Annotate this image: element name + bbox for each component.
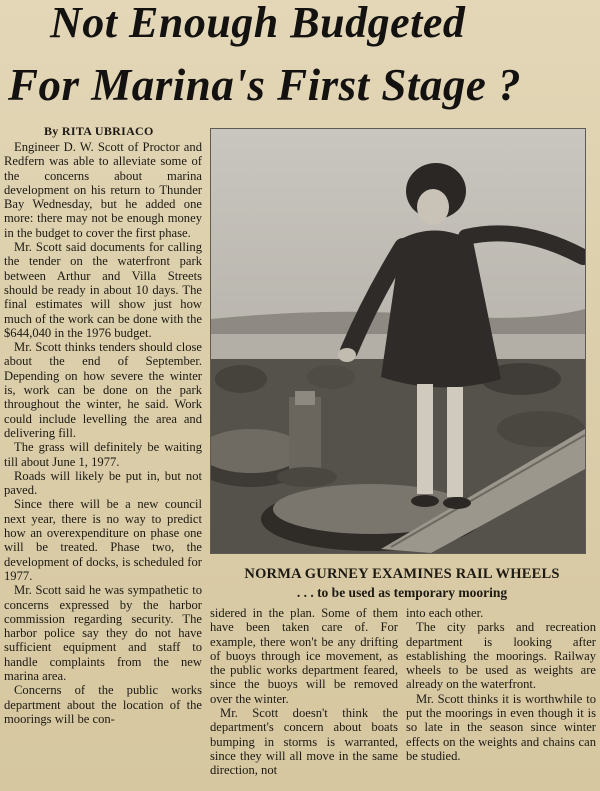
- paragraph: Mr. Scott said he was sympathetic to concerns expressed by the harbor commission regarding security. The harbor police say they do not have sufficient equipment and staff to handle complaints from the new marina area.: [4, 583, 202, 683]
- byline: By RITA UBRIACO: [44, 124, 154, 138]
- paragraph: Mr. Scott doesn't think the department's concern about boats bumping in storms is warranted, since they will all move in the same direction, not: [210, 706, 398, 778]
- headline-line-2: For Marina's First Stage ?: [8, 60, 522, 110]
- paragraph: into each other.: [406, 606, 484, 620]
- paragraph: Engineer D. W. Scott of Proctor and Redfern was able to alleviate some of the concerns about marina development on his return to Thunder Bay Wednesday, but he added one more: there may not be enough money in the budget to cover the first phase.: [4, 140, 202, 240]
- caption-title: NORMA GURNEY EXAMINES RAIL WHEELS: [244, 566, 560, 582]
- paragraph: Mr. Scott thinks tenders should close about the end of September. Depending on how severe the winter is, work can be done on the park throughout the winter, he said. Work could include levelling the area and delivering fill.: [4, 340, 202, 440]
- article-column-3: [406, 606, 596, 763]
- article-column-1: [4, 140, 202, 726]
- photo-caption: [212, 566, 592, 601]
- paragraph: Mr. Scott said documents for calling the tender on the waterfront park between Arthur and Villa Streets should be ready in about 10 days. The final estimates will show just how much of the work can be done with the $644,040 in the 1976 budget.: [4, 240, 202, 340]
- paragraph: Roads will likely be put in, but not paved.: [4, 468, 202, 498]
- paragraph: sidered in the plan. Some of them have been taken care of. For example, there won't be any drifting of buoys through ice movement, as the public works department feared, since the buoys will be removed over the winter.: [210, 606, 398, 706]
- paragraph: The city parks and recreation department is looking after establishing the moorings. Railway wheels to be used as weights are already on the waterfront.: [406, 620, 596, 692]
- photo-illustration: [211, 129, 585, 553]
- paragraph: Mr. Scott thinks it is worthwhile to put the moorings in even though it is so late in the season since winter effects on the weights and chains can be studied.: [406, 691, 596, 763]
- paragraph: Since there will be a new council next year, there is no way to predict how an overexpenditure on phase one will be treated. Phase two, the development of docks, is scheduled for 1977.: [4, 497, 202, 583]
- news-photo: [210, 128, 586, 554]
- paragraph: Concerns of the public works department about the location of the moorings will be con-: [4, 683, 202, 726]
- headline-line-1: Not Enough Budgeted: [50, 0, 466, 47]
- caption-subtitle: . . . to be used as temporary mooring: [296, 585, 508, 600]
- article-column-2: [210, 606, 398, 778]
- paragraph: The grass will definitely be waiting till about June 1, 1977.: [4, 440, 202, 469]
- rail-wheels: [211, 359, 585, 553]
